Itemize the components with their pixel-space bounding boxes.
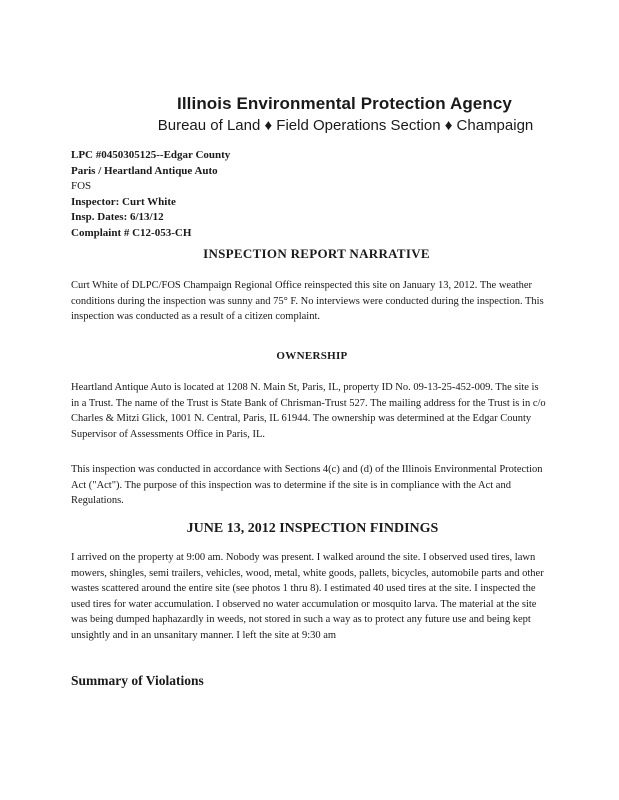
ownership-heading: OWNERSHIP [276,350,348,362]
summary-heading: Summary of Violations [71,673,204,688]
site-name: Paris / Heartland Antique Auto [71,164,218,177]
complaint-number: Complaint # C12-053-CH [71,226,192,239]
purpose-paragraph: This inspection was conducted in accordance with Sections 4(c) and (d) of the Illinois Environmental Protection Act ("Act"). The purpose of this inspection was to determine if the site is in compliance with the Act and Regulations. [71,464,543,506]
narrative-heading: INSPECTION REPORT NARRATIVE [203,246,430,261]
inspection-dates: Insp. Dates: 6/13/12 [71,211,164,223]
agency-title: Illinois Environmental Protection Agency [177,94,512,113]
inspector-name: Inspector: Curt White [71,195,176,208]
program-code: FOS [71,180,92,192]
agency-subtitle: Bureau of Land ♦ Field Operations Section ♦ Champaign [157,117,534,134]
lpc-number: LPC #0450305125--Edgar County [71,149,231,161]
findings-heading: JUNE 13, 2012 INSPECTION FINDINGS [186,521,439,536]
findings-paragraph: I arrived on the property at 9:00 am. Nobody was present. I walked around the site. I observed used tires, lawn mowers, shingles, semi trailers, vehicles, wood, metal, white goods, pallets, bicycles, automobile parts and other wastes scattered around the entire site (see photos 1 thru 8). I estimated 40 used tires at the site. I inspected the used tires for water accumulation. I observed no water accumulation or mosquito larva. The material at the site was being dumped haphazardly in weeds, not stored in such a way as to protect any future use and being kept unsightly and in an unsanitary manner. I left the site at 9:30 am [71,552,544,641]
report-metadata [71,148,230,241]
ownership-paragraph: Heartland Antique Auto is located at 1208 N. Main St, Paris, IL, property ID No. 09-13-25-452-009. The site is in a Trust. The name of the Trust is State Bank of Chrisman-Trust 527. The mailing address for the Trust is in c/o Charles & Mitzi Glick, 1001 N. Central, Paris, IL 61944. The ownership was determined at the Edgar County Supervisor of Assessments Office in Paris, IL. [71,382,546,440]
narrative-paragraph: Curt White of DLPC/FOS Champaign Regional Office reinspected this site on January 13, 2012. The weather conditions during the inspection was sunny and 75° F. No interviews were conducted during the inspection. This inspection was conducted as a result of a citizen complaint. [71,280,544,322]
